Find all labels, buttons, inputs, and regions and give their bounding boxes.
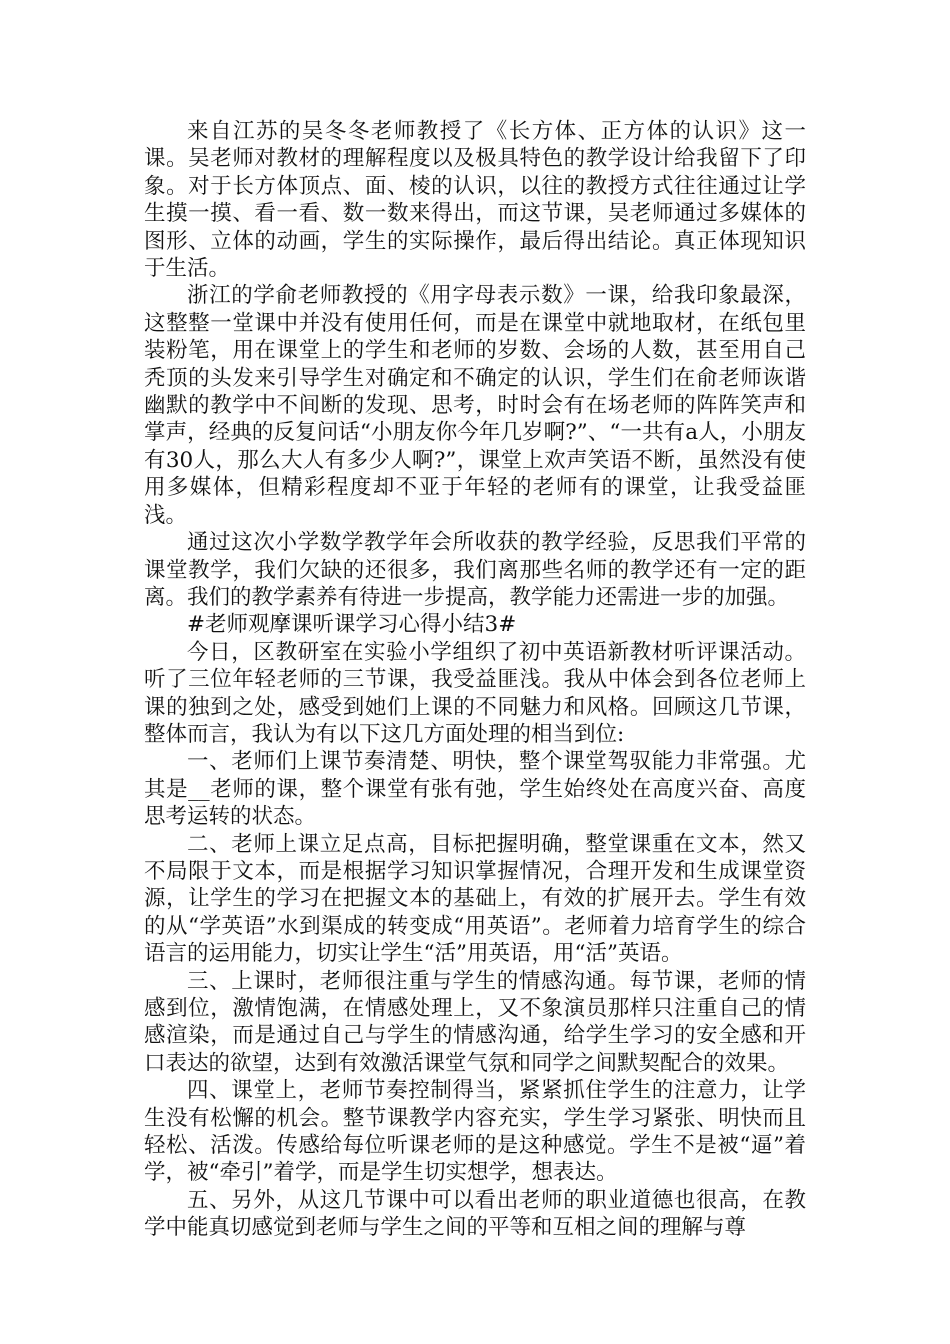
paragraph-point-1: 一、老师们上课节奏清楚、明快，整个课堂驾驭能力非常强。尤其是__老师的课，整个课堂有张有弛，学生始终处在高度兴奋、高度思考运转的状态。: [144, 749, 806, 830]
paragraph-wu-lesson: 来自江苏的吴冬冬老师教授了《长方体、正方体的认识》这一课。吴老师对教材的理解程度以及极具特色的教学设计给我留下了印象。对于长方体顶点、面、棱的认识，以往的教授方式往往通过让学生摸一摸、看一看、数一数来得出，而这节课，吴老师通过多媒体的图形、立体的动画，学生的实际操作，最后得出结论。真正体现知识于生活。: [144, 119, 806, 282]
paragraph-point-2: 二、老师上课立足点高，目标把握明确，整堂课重在文本，然又不局限于文本，而是根据学习知识掌握情况，合理开发和生成课堂资源，让学生的学习在把握文本的基础上，有效的扩展开去。学生有效的从“学英语”水到渠成的转变成“用英语”。老师着力培育学生的综合语言的运用能力，切实让学生“活”用英语，用“活”英语。: [144, 831, 806, 967]
paragraph-point-4: 四、课堂上，老师节奏控制得当，紧紧抓住学生的注意力，让学生没有松懈的机会。整节课教学内容充实，学生学习紧张、明快而且轻松、活泼。传感给每位听课老师的是这种感觉。学生不是被“逼”着学，被“牵引”着学，而是学生切实想学，想表达。: [144, 1078, 806, 1186]
paragraph-point-5: 五、另外，从这几节课中可以看出老师的职业道德也很高，在教学中能真切感觉到老师与学生之间的平等和互相之间的理解与尊: [144, 1187, 806, 1241]
paragraph-yu-lesson: 浙江的学俞老师教授的《用字母表示数》一课，给我印象最深，这整整一堂课中并没有使用任何，而是在课堂中就地取材，在纸包里装粉笔，用在课堂上的学生和老师的岁数、会场的人数，甚至用自己秃顶的头发来引导学生对确定和不确定的认识，学生们在俞老师诙谐幽默的教学中不间断的发现、思考，时时会有在场老师的阵阵笑声和掌声，经典的反复问话“小朋友你今年几岁啊?”、“一共有a人，小朋友有30人，那么大人有多少人啊?”，课堂上欢声笑语不断，虽然没有使用多媒体，但精彩程度却不亚于年轻的老师有的课堂，让我受益匪浅。: [144, 283, 806, 528]
paragraph-point-3: 三、上课时，老师很注重与学生的情感沟通。每节课，老师的情感到位，激情饱满，在情感处理上，又不象演员那样只注重自己的情感渲染，而是通过自己与学生的情感沟通，给学生学习的安全感和开口表达的欲望，达到有效激活课堂气氛和同学之间默契配合的效果。: [144, 968, 806, 1076]
paragraph-reflection: 通过这次小学数学教学年会所收获的教学经验，反思我们平常的课堂教学，我们欠缺的还很多，我们离那些名师的教学还有一定的距离。我们的教学素养有待进一步提高，教学能力还需进一步的加强。: [144, 530, 806, 610]
document-page: [144, 118, 806, 1242]
section-heading: #老师观摩课听课学习心得小结3#: [187, 612, 517, 638]
paragraph-intro: 今日，区教研室在实验小学组织了初中英语新教材听评课活动。听了三位年轻老师的三节课，我受益匪浅。我从中体会到各位老师上课的独到之处，感受到她们上课的不同魅力和风格。回顾这几节课，整体而言，我认为有以下这几方面处理的相当到位:: [144, 639, 806, 747]
